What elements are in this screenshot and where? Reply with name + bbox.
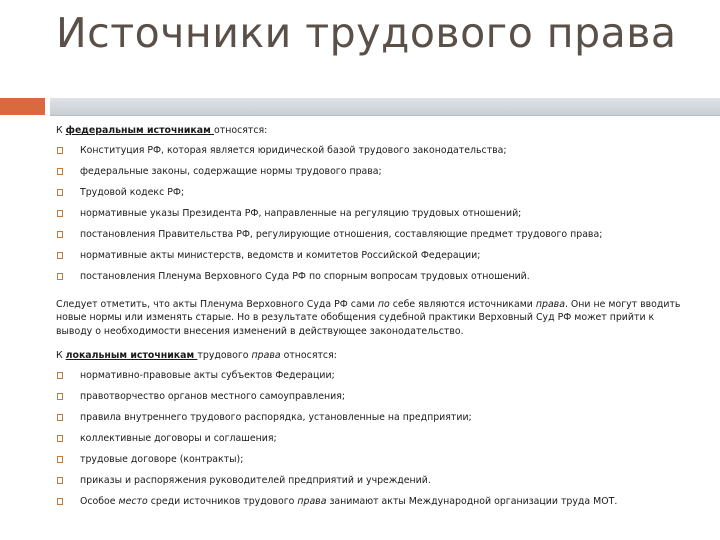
list-item	[56, 369, 688, 382]
last-item-text-1: Особое	[80, 496, 119, 508]
title-accent-orange	[0, 98, 45, 115]
list-item	[56, 432, 688, 445]
list-item	[56, 207, 688, 220]
slide-title: Источники трудового права	[56, 9, 677, 57]
list-item-text: правила внутреннего трудового распорядка, установленные на предприятии;	[80, 412, 472, 424]
square-bullet-icon	[57, 189, 63, 196]
note-text-5: . Они не могут вводить новые нормы или изменять старые. Но в результате обобщения судебной практики Верховный Суд РФ может прийти к выводу о необходимости внесения изменений в действующее законодательство.	[56, 298, 681, 337]
list-item	[56, 453, 688, 466]
local-intro-prefix: К	[56, 350, 66, 362]
list-item	[56, 165, 688, 178]
list-item-text: постановления Пленума Верховного Суда РФ по спорным вопросам трудовых отношений.	[80, 271, 530, 283]
list-item	[56, 390, 688, 403]
list-item	[56, 474, 688, 487]
list-item-text: приказы и распоряжения руководителей предприятий и учреждений.	[80, 475, 431, 487]
square-bullet-icon	[57, 456, 63, 463]
slide-body	[56, 124, 688, 516]
note-text-2: по	[377, 298, 390, 310]
list-item-text: нормативные указы Президента РФ, направленные на регуляцию трудовых отношений;	[80, 208, 522, 220]
local-list	[56, 369, 688, 508]
square-bullet-icon	[57, 273, 63, 280]
list-item-text: коллективные договоры и соглашения;	[80, 433, 277, 445]
list-item-text: нормативно-правовые акты субъектов Федерации;	[80, 370, 335, 382]
list-item	[56, 144, 688, 157]
last-item-text-2: место	[118, 496, 148, 508]
list-item-text: трудовые договоре (контракты);	[80, 454, 244, 466]
federal-intro-key: федеральным источникам	[65, 125, 215, 136]
local-intro-key: локальным источникам	[65, 350, 198, 362]
note-text-3: себе являются источниками	[389, 298, 536, 310]
list-item-text: нормативные акты министерств, ведомств и комитетов Российской Федерации;	[80, 250, 481, 262]
federal-intro-suffix: относятся:	[214, 125, 268, 136]
square-bullet-icon	[57, 210, 63, 217]
list-item-text: правотворчество органов местного самоуправления;	[80, 391, 345, 403]
note-paragraph	[56, 298, 688, 338]
list-item	[56, 186, 688, 199]
list-item	[56, 495, 688, 508]
square-bullet-icon	[57, 168, 63, 175]
list-item-text: Трудовой кодекс РФ;	[80, 187, 185, 199]
list-item-text: Конституция РФ, которая является юридической базой трудового законодательства;	[80, 145, 507, 157]
square-bullet-icon	[57, 231, 63, 238]
federal-intro-prefix: К	[56, 125, 66, 136]
local-intro-mid: трудового	[197, 350, 252, 362]
list-item	[56, 228, 688, 241]
list-item-text: постановления Правительства РФ, регулирующие отношения, составляющие предмет трудового права;	[80, 229, 603, 241]
square-bullet-icon	[57, 252, 63, 259]
federal-list	[56, 144, 688, 283]
title-accent-line	[50, 115, 720, 116]
square-bullet-icon	[57, 147, 63, 154]
local-intro-suffix: относятся:	[280, 350, 337, 362]
title-accent-bar	[50, 98, 720, 115]
square-bullet-icon	[57, 498, 63, 505]
list-item	[56, 249, 688, 262]
last-item-text-3: среди источников трудового	[147, 496, 298, 508]
note-text-1: Следует отметить, что акты Пленума Верховного Суда РФ сами	[56, 298, 378, 310]
federal-intro	[56, 124, 688, 137]
square-bullet-icon	[57, 435, 63, 442]
local-intro-italic: права	[251, 350, 281, 362]
list-item	[56, 270, 688, 283]
list-item	[56, 411, 688, 424]
local-intro	[56, 349, 688, 362]
square-bullet-icon	[57, 477, 63, 484]
square-bullet-icon	[57, 372, 63, 379]
list-item-text: федеральные законы, содержащие нормы трудового права;	[80, 166, 382, 178]
last-item-text-5: занимают акты Международной организации труда МОТ.	[326, 496, 618, 508]
last-item-text-4: права	[297, 496, 327, 508]
square-bullet-icon	[57, 393, 63, 400]
square-bullet-icon	[57, 414, 63, 421]
note-text-4: права	[535, 298, 565, 310]
